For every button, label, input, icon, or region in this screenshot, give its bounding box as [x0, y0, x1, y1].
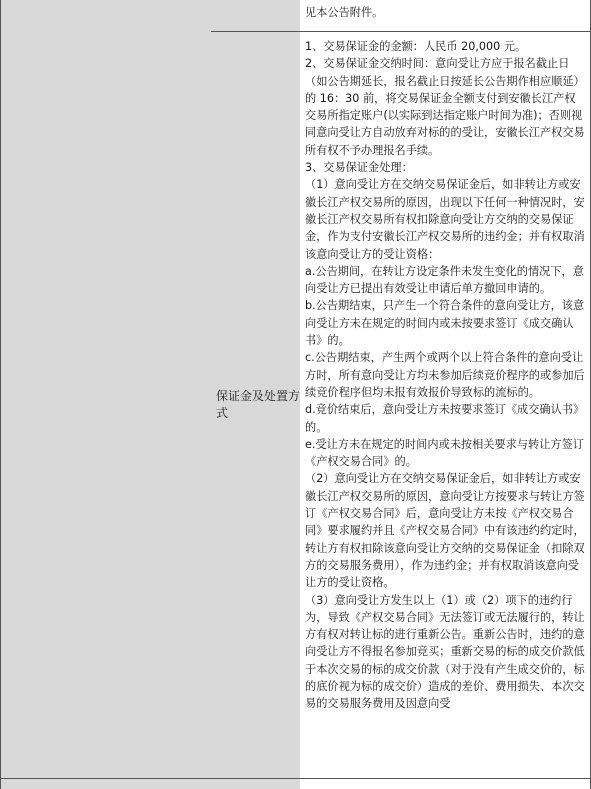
- previous-row-text: 见本公告附件。: [305, 6, 384, 19]
- paragraph: （1）意向受让方在交纳交易保证金后，如非转让方或安徽长江产权交易所的原因，出现以下任何一种情况时，安徽长江产权交易所有权扣除意向受让方交纳的交易保证金，作为支付安徽长江产权交易所的违约金；并有权取消该意向受让方的受让资格：: [305, 178, 585, 261]
- row-label: 保证金及处置方式: [216, 389, 301, 420]
- paragraph: 3、交易保证金处理：: [305, 161, 413, 175]
- row-content: [305, 38, 586, 713]
- row-divider: [211, 31, 591, 32]
- table-column-1: [0, 0, 67, 789]
- paragraph: 2、交易保证金交纳时间：意向受让方应于报名截止日（如公告期延长，报名截止日按延长公告期作相应顺延）的 16：30 前，将交易保证金全额支付到安徽长江产权交易所指定账户(以实际到达指定账户时间为准)；否则视同意向受让方自动放弃对标的的受让，安徽长江产权交易所有权不予办理报名手续。: [305, 57, 585, 157]
- paragraph: d.竞价结束后，意向受让方未按要求签订《成交确认书》的。: [305, 403, 585, 434]
- paragraph: （3）意向受让方发生以上（1）或（2）项下的违约行为，导致《产权交易合同》无法签订或无法履行的，转让方有权对转让标的进行重新公告。重新公告时，违约的意向受让方不得报名参加竞买；重新交易的标的成交价款低于本次交易的标的成交价款（对于没有产生成交价的，标的底价视为标的成交价）造成的差价、费用损失、本次交易的交易服务费用及因意向受: [305, 593, 585, 711]
- paragraph: a.公告期间，在转让方设定条件未发生变化的情况下，意向受让方已提出有效受让申请后单方撤回申请的。: [305, 264, 584, 296]
- table-bottom-border: [0, 778, 591, 779]
- paragraph: （2）意向受让方在交纳交易保证金后，如非转让方或安徽长江产权交易所的原因，意向受让方按要求与转让方签订《产权交易合同》后，意向受让方未按《产权交易合同》要求履约并且《产权交易合同》中有该违约约定时，转让方有权扣除该意向受让方交纳的交易保证金（扣除双方的交易服务费用），作为违约金；并有权取消该意向受让方的受让资格。: [305, 472, 585, 590]
- paragraph: 1、交易保证金的金额：人民币 20,000 元。: [305, 40, 527, 53]
- table-column-2: [66, 0, 212, 789]
- paragraph: c.公告期结束，产生两个或两个以上符合条件的意向受让方时，所有意向受让方均未参加后续竞价程序的或参加后续竞价程序但均未报有效报价导致标的流标的。: [305, 351, 585, 399]
- paragraph: e.受让方未在规定的时间内或未按相关要求与转让方签订《产权交易合同》的。: [305, 437, 584, 469]
- paragraph: b.公告期结束，只产生一个符合条件的意向受让方，该意向受让方未在规定的时间内或未按要求签订《成交确认书》的。: [305, 299, 585, 348]
